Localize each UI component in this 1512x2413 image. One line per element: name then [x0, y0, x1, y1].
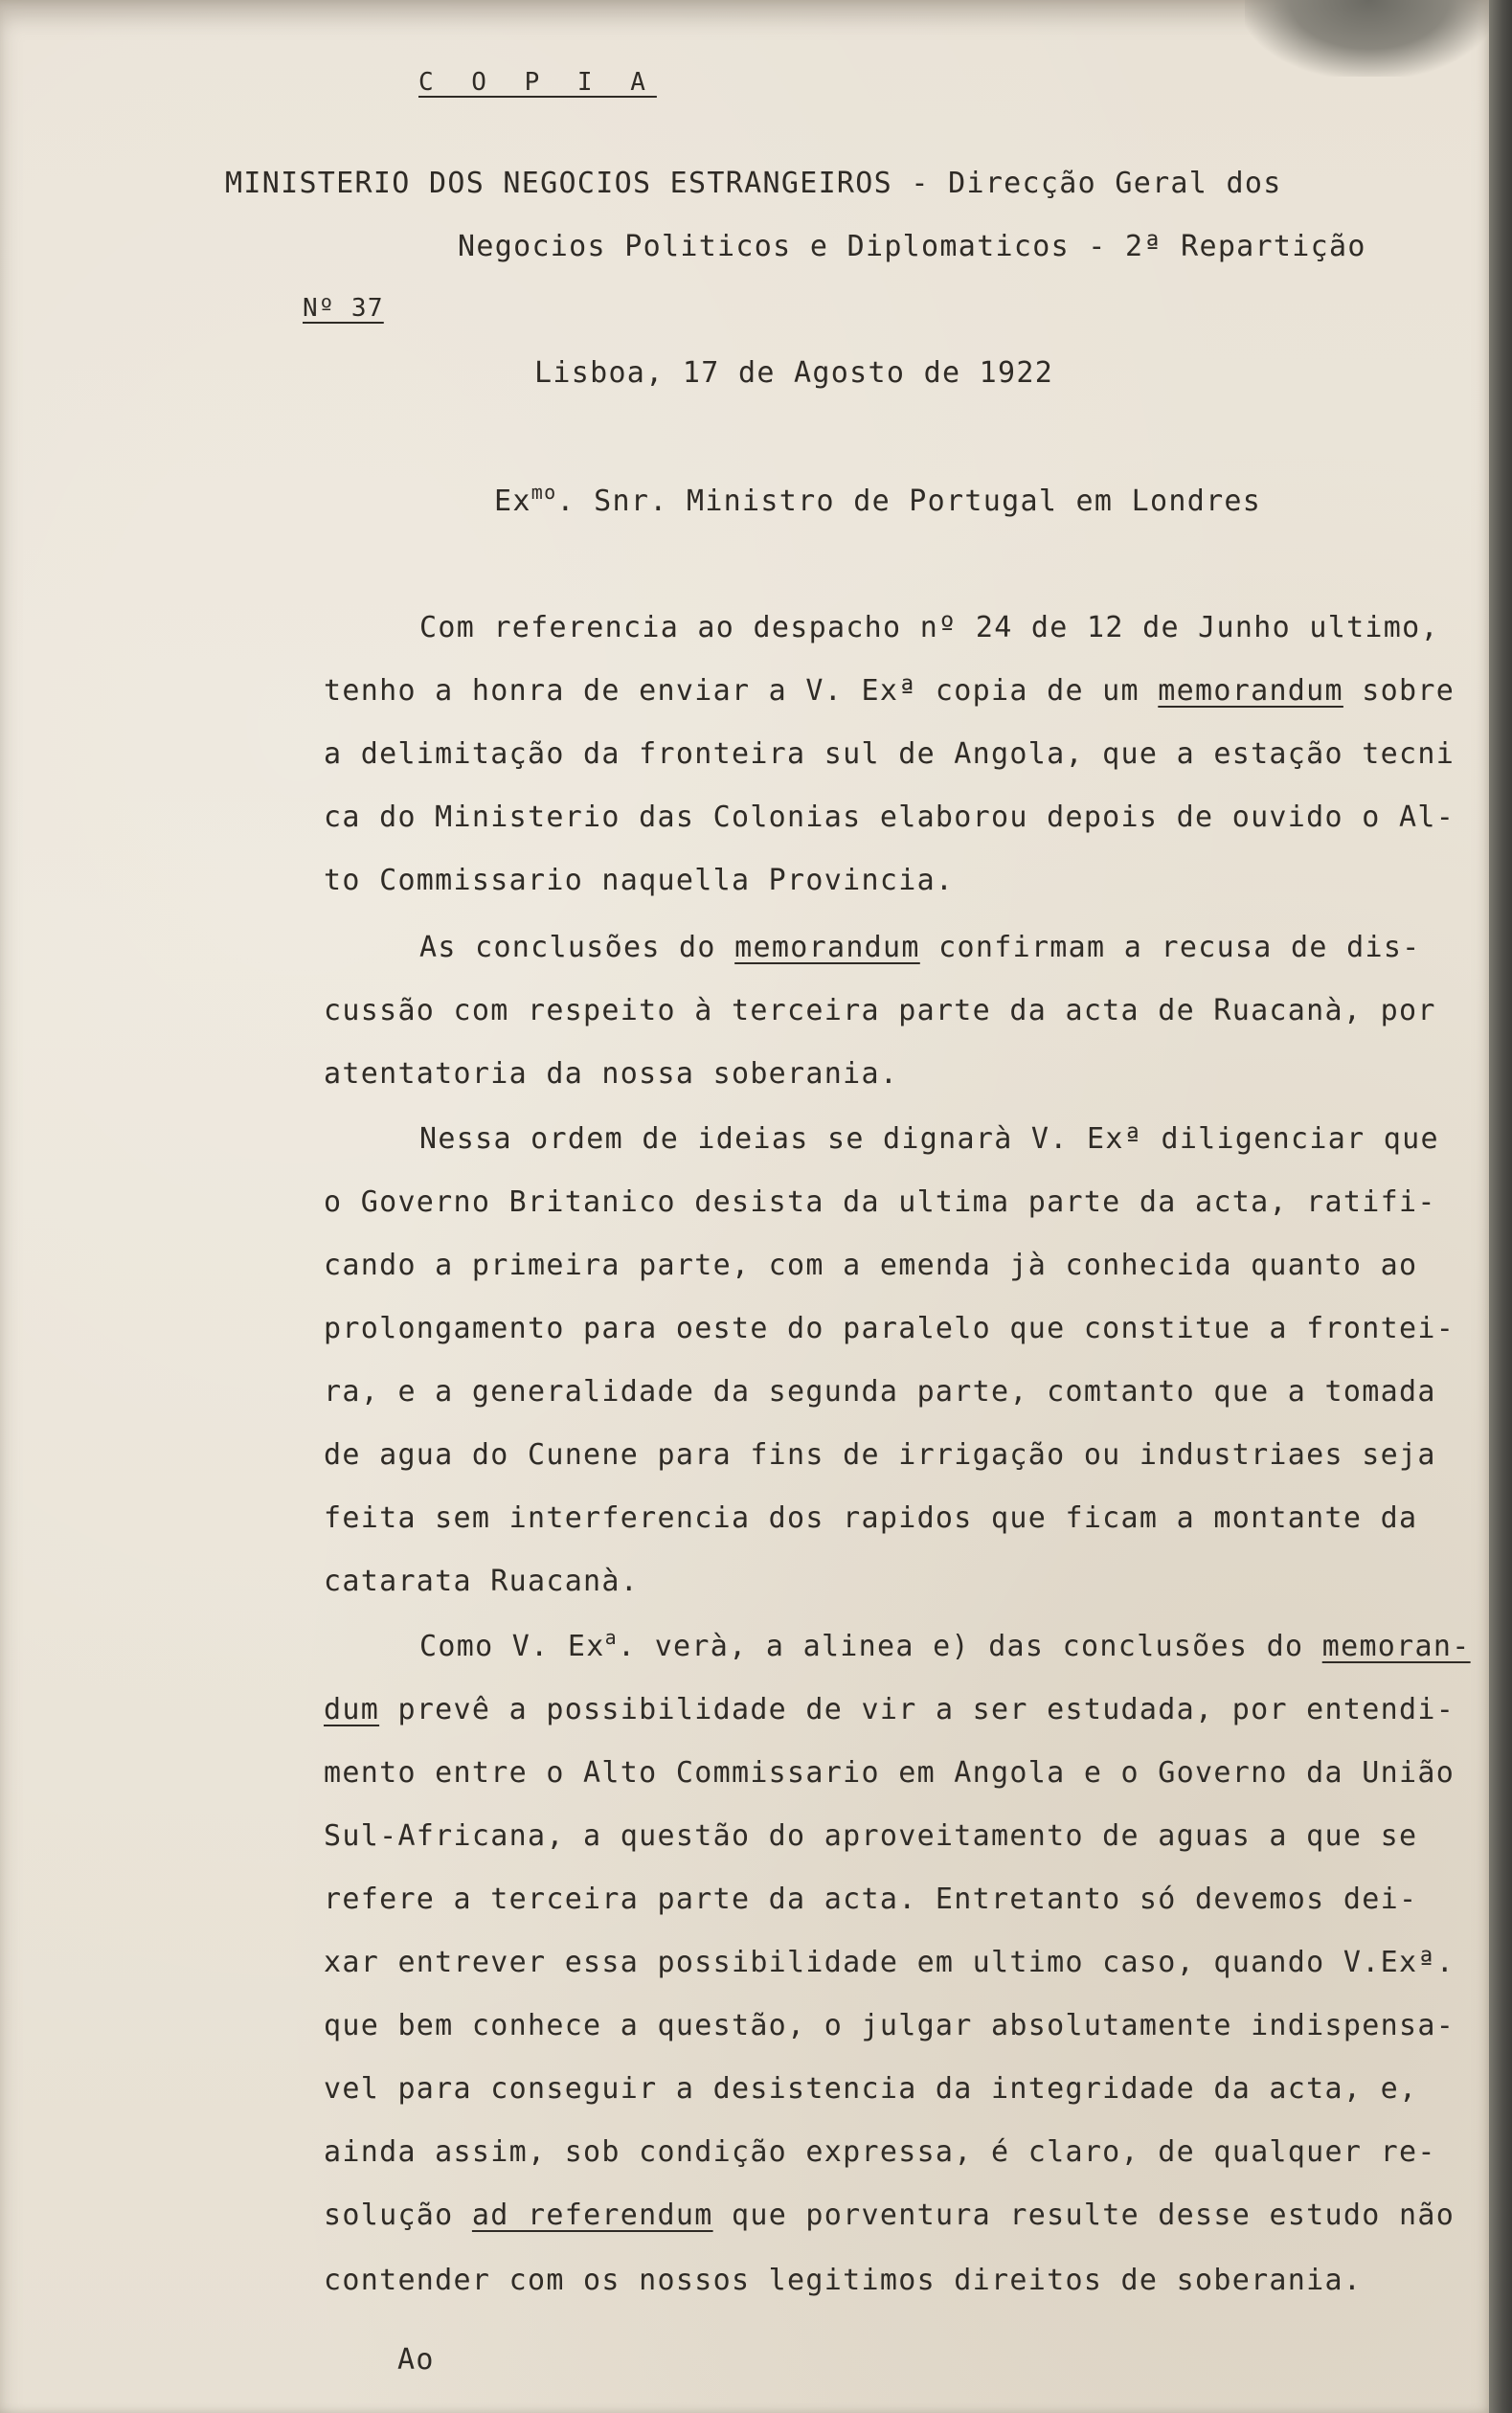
underlined-term: memorandum — [734, 931, 920, 964]
addressee-rest: . Snr. Ministro de Portugal em Londres — [556, 485, 1262, 518]
body-line: que bem conhece a questão, o julgar absolutamente indispensa- — [324, 2009, 1456, 2042]
body-text: confirmam a recusa de dis- — [919, 931, 1421, 964]
body-line: vel para conseguir a desistencia da integridade da acta, e, — [324, 2072, 1418, 2106]
place-date: Lisboa, 17 de Agosto de 1922 — [534, 356, 1054, 390]
background-edge — [1489, 0, 1512, 2413]
body-line: Nessa ordem de ideias se dignarà V. Exª diligenciar que — [419, 1122, 1439, 1156]
body-line — [324, 1691, 1455, 1729]
body-line — [324, 2197, 1455, 2235]
addressee-superscript: mo — [530, 481, 557, 504]
body-line: ca do Ministerio das Colonias elaborou depois de ouvido o Al- — [324, 801, 1456, 834]
body-line: ainda assim, sob condição expressa, é claro, de qualquer re- — [324, 2135, 1436, 2169]
body-text: . verà, a alinea e) das conclusões do — [617, 1630, 1322, 1663]
body-line: refere a terceira parte da acta. Entretanto só devemos dei- — [324, 1883, 1418, 1916]
underlined-term: dum — [324, 1693, 380, 1726]
body-text: sobre — [1343, 674, 1456, 708]
copia-heading: C O P I A — [418, 68, 657, 97]
body-line: o Governo Britanico desista da ultima parte da acta, ratifi- — [324, 1185, 1436, 1219]
addressee-prefix: Ex — [494, 485, 531, 518]
underlined-term: memorandum — [1158, 674, 1343, 708]
superscript: a — [604, 1626, 618, 1649]
ministry-line-1: MINISTERIO DOS NEGOCIOS ESTRANGEIROS - Direcção Geral dos — [225, 167, 1282, 200]
body-line: cussão com respeito à terceira parte da acta de Ruacanà, por — [324, 994, 1436, 1027]
body-line: cando a primeira parte, com a emenda jà conhecida quanto ao — [324, 1249, 1418, 1282]
body-text: prevê a possibilidade de vir a ser estudada, por entendi- — [379, 1693, 1456, 1726]
paper-damage — [1245, 0, 1494, 77]
body-line: Com referencia ao despacho nº 24 de 12 de Junho ultimo, — [419, 611, 1439, 644]
addressee — [494, 483, 1261, 523]
body-text: As conclusões do — [419, 931, 735, 964]
document-number: Nº 37 — [303, 294, 384, 323]
body-line: feita sem interferencia dos rapidos que ficam a montante da — [324, 1501, 1418, 1535]
body-text: que porventura resulte desse estudo não — [712, 2199, 1456, 2232]
body-text: tenho a honra de enviar a V. Exª copia de um — [324, 674, 1159, 708]
body-line: atentatoria da nossa soberania. — [324, 1057, 899, 1091]
body-line: a delimitação da fronteira sul de Angola, que a estação tecni — [324, 737, 1456, 771]
body-line: de agua do Cunene para fins de irrigação ou industriaes seja — [324, 1438, 1436, 1472]
body-line: contender com os nossos legitimos direitos de soberania. — [324, 2264, 1363, 2297]
body-line: ra, e a generalidade da segunda parte, comtanto que a tomada — [324, 1375, 1436, 1409]
body-line: to Commissario naquella Provincia. — [324, 864, 955, 897]
ministry-line-2: Negocios Politicos e Diplomaticos - 2ª Repartição — [458, 230, 1366, 263]
body-line — [419, 929, 1421, 967]
body-text: Como V. Ex — [419, 1630, 605, 1663]
body-line: mento entre o Alto Commissario em Angola e o Governo da União — [324, 1756, 1456, 1790]
body-line: xar entrever essa possibilidade em ultimo caso, quando V.Exª. — [324, 1946, 1456, 1979]
body-text: solução — [324, 2199, 472, 2232]
body-line: Sul-Africana, a questão do aproveitamento de aguas a que se — [324, 1819, 1418, 1853]
body-line — [324, 672, 1455, 710]
underlined-term: ad referendum — [471, 2199, 713, 2232]
body-line — [419, 1628, 1471, 1668]
body-line: catarata Ruacanà. — [324, 1565, 640, 1598]
catchword: Ao — [397, 2343, 435, 2377]
underlined-term: memoran- — [1321, 1630, 1471, 1663]
body-line: prolongamento para oeste do paralelo que constitue a frontei- — [324, 1312, 1456, 1345]
